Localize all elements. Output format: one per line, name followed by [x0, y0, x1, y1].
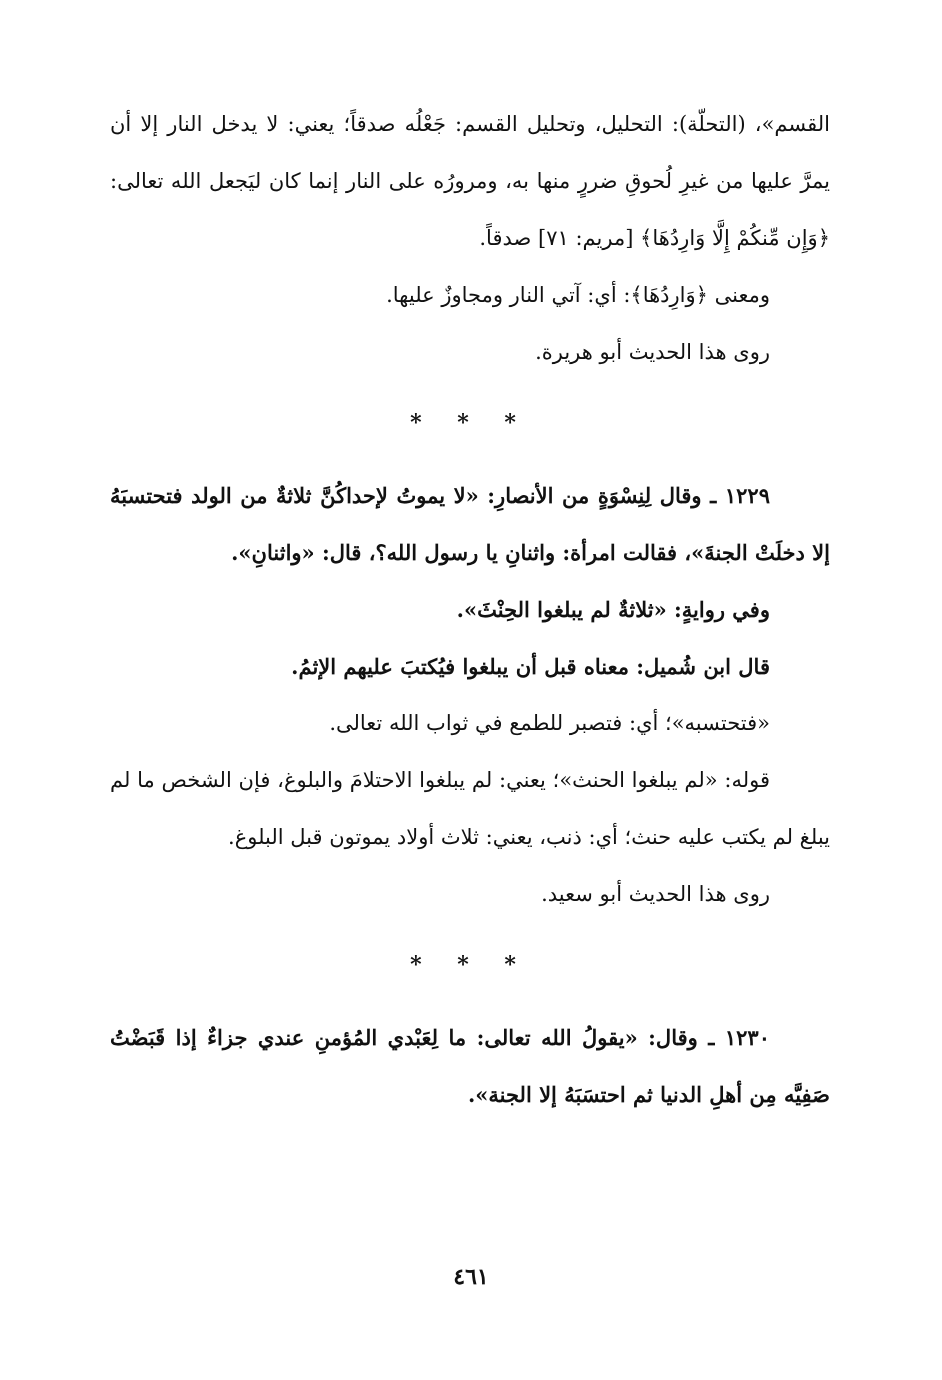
paragraph-narrator-abu-said: روى هذا الحديث أبو سعيد. [541, 882, 770, 906]
section-separator-1: * * * [410, 410, 530, 436]
section-separator-2: * * * [410, 952, 530, 978]
paragraph-ibn-shumail: قال ابن شُميل: معناه قبل أن يبلغوا فيُكتبَ عليهم الإثمُ. [291, 654, 770, 679]
page-body [110, 96, 830, 1123]
paragraph-1: القسم»، (التحلّة): التحليل، وتحليل القسم: جَعْلُه صدقاً؛ يعني: لا يدخل النار إلا أن يمرَّ عليها من غيرِ لُحوقِ ضررٍ منها به، ومرورُه على النار إنما كان ليَجعل الله تعالى: ﴿وَإِن مِّنكُمْ إِلَّا وَارِدُهَا﴾ [مريم: ٧١] صدقاً. [110, 112, 831, 250]
paragraph-riwaya: وفي روايةٍ: «ثلاثةٌ لم يبلغوا الحِنْثَ». [456, 597, 770, 622]
hadith-1229: ١٢٢٩ ـ وقال لِنِسْوَةٍ من الأنصارِ: «لا يموتُ لإحداكُنَّ ثلاثةٌ من الولد فتحتسبَهُ إلا دخلَتْ الجنةَ»، فقالت امرأة: واثنانِ يا رسول الله؟، قال: «واثنانِ». [110, 483, 830, 565]
page-number: ٤٦١ [453, 1264, 489, 1290]
paragraph-2: ومعنى ﴿وَارِدُهَا﴾: أي: آتي النار ومجاوزٌ عليها. [386, 283, 770, 307]
paragraph-qawluhu: قوله: «لم يبلغوا الحنث»؛ يعني: لم يبلغوا الاحتلامَ والبلوغ، فإن الشخص ما لم يبلغ لم يكتب عليه حنث؛ أي: ذنب، يعني: ثلاث أولاد يموتون قبل البلوغ. [110, 768, 830, 849]
hadith-1230: ١٢٣٠ ـ وقال: «يقولُ الله تعالى: ما لِعَبْدي المُؤمنِ عندي جزاءٌ إذا قَبَضْتُ صَفِيَّه مِن أهلِ الدنيا ثم احتسَبَهُ إلا الجنة». [110, 1025, 830, 1107]
paragraph-3: روى هذا الحديث أبو هريرة. [535, 340, 770, 364]
paragraph-tahtasib: «فتحتسبه»؛ أي: فتصبر للطمع في ثواب الله تعالى. [329, 711, 770, 735]
